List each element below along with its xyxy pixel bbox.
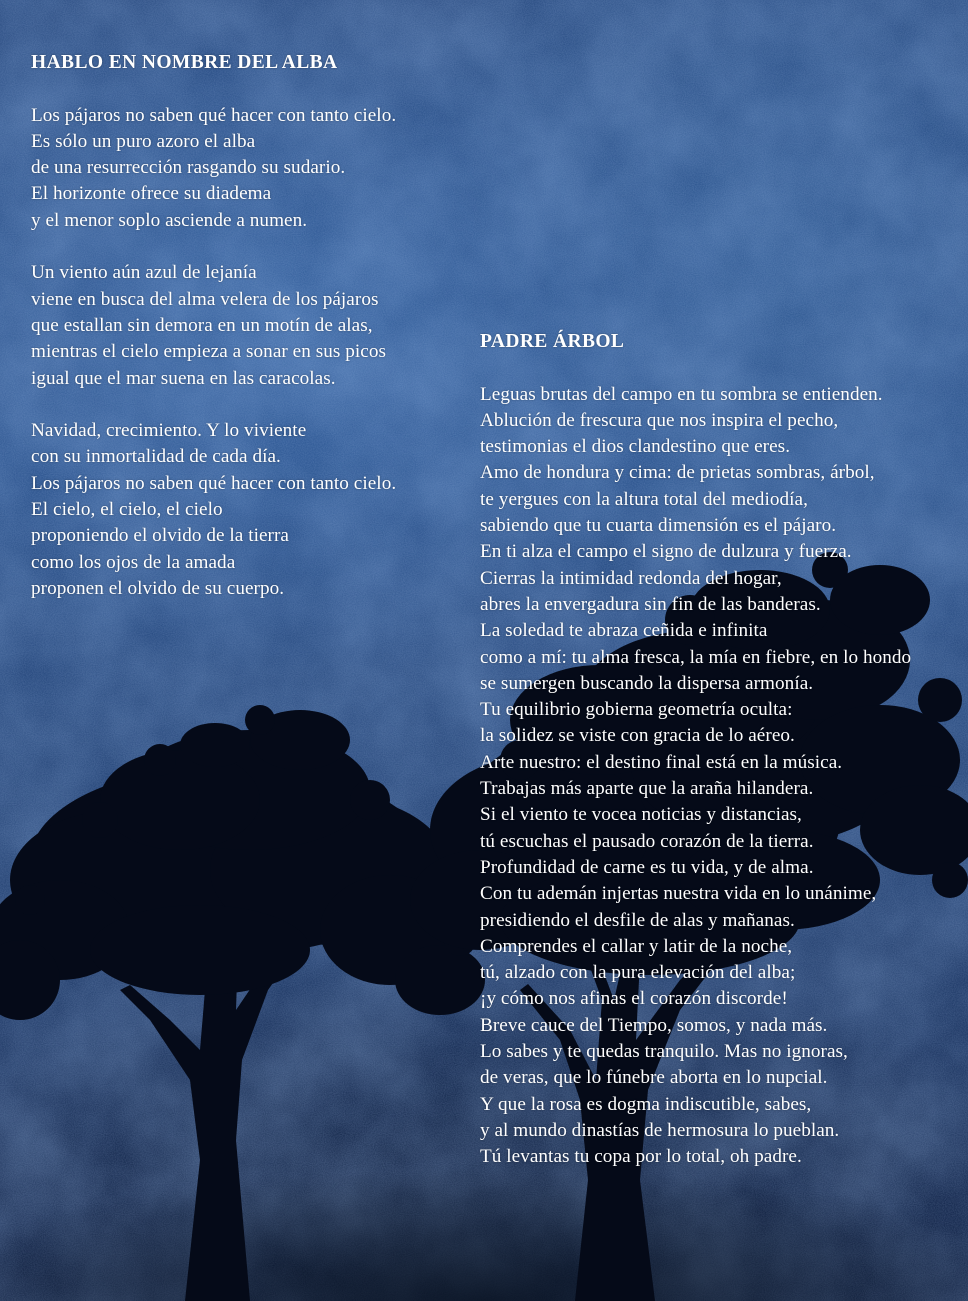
poem-line: Los pájaros no saben qué hacer con tanto cielo. [31, 104, 397, 126]
poem-line: presidiendo el desfile de alas y mañanas. [480, 909, 795, 931]
stanza [480, 382, 960, 1171]
poem-title: PADRE ÁRBOL [480, 331, 625, 352]
poem-padre-arbol [480, 329, 960, 1197]
poem-line: Tú levantas tu copa por lo total, oh padre. [480, 1146, 802, 1168]
poem-line: Ablución de frescura que nos inspira el pecho, [480, 409, 839, 431]
poem-line: la solidez se viste con gracia de lo aéreo. [480, 725, 795, 747]
poem-line: Un viento aún azul de lejanía [31, 262, 257, 284]
poem-line: Con tu ademán injertas nuestra vida en lo unánime, [480, 883, 877, 905]
poem-line: La soledad te abraza ceñida e infinita [480, 620, 768, 642]
poem-line: como a mí: tu alma fresca, la mía en fiebre, en lo hondo [480, 646, 912, 668]
poem-line: En ti alza el campo el signo de dulzura y fuerza. [480, 541, 852, 563]
poem-line: con su inmortalidad de cada día. [31, 446, 281, 468]
poem-line: como los ojos de la amada [31, 551, 236, 573]
stanza [31, 260, 461, 391]
poem-line: viene en busca del alma velera de los pájaros [31, 288, 379, 310]
poem-line: y el menor soplo asciende a numen. [31, 209, 308, 231]
poem-title: HABLO EN NOMBRE DEL ALBA [31, 52, 338, 73]
poem-line: abres la envergadura sin fin de las banderas. [480, 593, 821, 615]
poem-line: testimonias el dios clandestino que eres. [480, 436, 791, 458]
poem-line: Amo de hondura y cima: de prietas sombras, árbol, [480, 462, 875, 484]
poem-line: Y que la rosa es dogma indiscutible, sabes, [480, 1093, 812, 1115]
poem-line: Es sólo un puro azoro el alba [31, 130, 256, 152]
poem-line: proponen el olvido de su cuerpo. [31, 577, 285, 599]
poem-line: tú, alzado con la pura elevación del alba; [480, 962, 796, 984]
poem-line: Trabajas más aparte que la araña hilandera. [480, 778, 814, 800]
poem-line: de una resurrección rasgando su sudario. [31, 157, 346, 179]
poem-hablo-en-nombre-del-alba [31, 50, 461, 629]
poem-line: Breve cauce del Tiempo, somos, y nada más. [480, 1014, 828, 1036]
poem-line: tú escuchas el pausado corazón de la tierra. [480, 830, 814, 852]
poem-line: Profundidad de carne es tu vida, y de alma. [480, 856, 814, 878]
poem-line: proponiendo el olvido de la tierra [31, 525, 289, 547]
poem-line: Si el viento te vocea noticias y distancias, [480, 804, 802, 826]
poem-line: se sumergen buscando la dispersa armonía. [480, 672, 814, 694]
poem-line: Cierras la intimidad redonda del hogar, [480, 567, 782, 589]
poem-line: Los pájaros no saben qué hacer con tanto cielo. [31, 472, 397, 494]
poem-line: El cielo, el cielo, el cielo [31, 499, 223, 521]
stanza [31, 103, 461, 234]
poem-line: El horizonte ofrece su diadema [31, 183, 272, 205]
poem-line: Arte nuestro: el destino final está en la música. [480, 751, 843, 773]
poem-line: Tu equilibrio gobierna geometría oculta: [480, 699, 793, 721]
stanza [31, 418, 461, 602]
poem-line: de veras, que lo fúnebre aborta en lo nupcial. [480, 1067, 828, 1089]
poem-line: igual que el mar suena en las caracolas. [31, 367, 336, 389]
poem-line: sabiendo que tu cuarta dimensión es el pájaro. [480, 515, 837, 537]
poem-line: ¡y cómo nos afinas el corazón discorde! [480, 988, 788, 1010]
poem-line: y al mundo dinastías de hermosura lo pueblan. [480, 1119, 840, 1141]
poem-line: Lo sabes y te quedas tranquilo. Mas no ignoras, [480, 1041, 848, 1063]
poem-line: mientras el cielo empieza a sonar en sus picos [31, 341, 387, 363]
poem-line: Leguas brutas del campo en tu sombra se entienden. [480, 383, 883, 405]
poem-line: Comprendes el callar y latir de la noche, [480, 935, 793, 957]
poem-line: Navidad, crecimiento. Y lo viviente [31, 420, 307, 442]
poem-line: que estallan sin demora en un motín de alas, [31, 314, 373, 336]
poem-line: te yergues con la altura total del mediodía, [480, 488, 808, 510]
